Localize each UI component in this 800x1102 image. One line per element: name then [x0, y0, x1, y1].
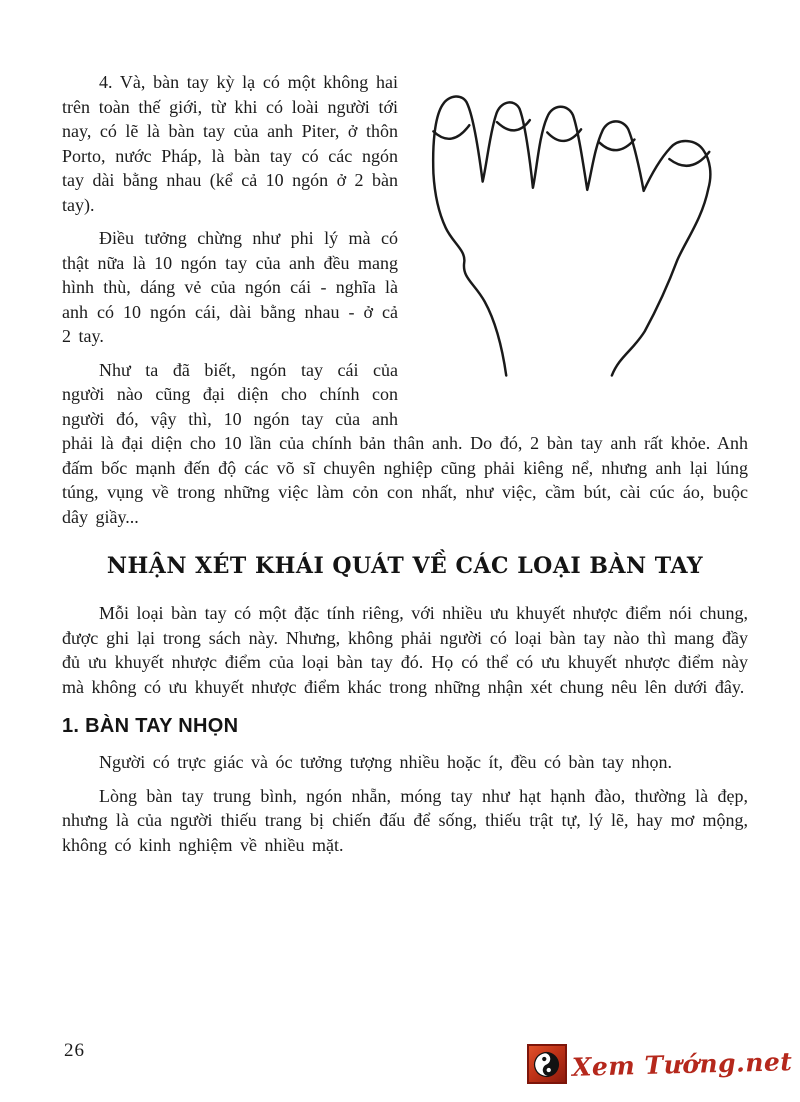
paragraph-pointed-hand-intro: Người có trực giác và óc tưởng tượng nhiều hoặc ít, đều có bàn tay nhọn. [99, 752, 672, 772]
page-number: 26 [64, 1040, 85, 1061]
watermark-logo[interactable] [527, 1044, 792, 1084]
yin-yang-icon [527, 1044, 567, 1084]
paragraph-pointed-hand-traits: Lòng bàn tay trung bình, ngón nhẵn, móng tay như hạt hạnh đào, thường là đẹp, nhưng là của người thiếu trang bị chiến đấu để sống, thiếu trật tự, lý lẽ, hay mơ mộng, không có kinh nghiệm về nhiều mặt. [62, 785, 748, 855]
equal-fingers-hand-drawing [417, 76, 737, 396]
paragraph-thumb-meaning: Như ta đã biết, ngón tay cái của người nào cũng đại diện cho chính con người đó, vậy thì, 10 ngón tay của anh phải là đại diện cho 10 lần của chính bản thân anh. Do đó, 2 bàn tay anh rất khỏe. Anh đấm bốc mạnh đến độ các võ sĩ chuyên nghiệp cũng phải kiêng nể, nhưng anh lại lúng túng, vụng về trong những việc làm cỏn con nhất, như việc, cầm bút, cài cúc áo, buộc dây giầy... [62, 359, 748, 527]
paragraph-item-4: 4. Và, bàn tay kỳ lạ có một không hai trên toàn thế giới, từ khi có loài người tới nay, có lẽ là bàn tay của anh Piter, ở thôn Porto, nước Pháp, là bàn tay có các ngón tay dài bằng nhau (kể cả 10 ngón ở 2 bàn tay). [62, 72, 398, 215]
watermark-text: Xem Tướng.net [571, 1046, 793, 1082]
section-1-heading: 1. BÀN TAY NHỌN [62, 715, 239, 737]
paragraph-hand-types-overview: Mỗi loại bàn tay có một đặc tính riêng, với nhiều ưu khuyết nhược điểm nói chung, được ghi lại trong sách này. Nhưng, không phải người có loại bàn tay nào thì mang đầy đủ ưu khuyết nhược điểm của loại bàn tay đó. Họ có thể có ưu khuyết nhược điểm này mà không có ưu khuyết nhược điểm khác trong những nhận xét chung nêu lên dưới đây. [62, 603, 748, 697]
chapter-heading: NHẬN XÉT KHÁI QUÁT VỀ CÁC LOẠI BÀN TAY [106, 553, 704, 579]
paragraph-ten-thumbs: Điều tưởng chừng như phi lý mà có thật nữa là 10 ngón tay của anh đều mang hình thù, dáng vẻ của ngón cái - nghĩa là anh có 10 ngón cái, dài bằng nhau - ở cả 2 tay. [62, 228, 398, 346]
hand-illustration [406, 76, 748, 404]
